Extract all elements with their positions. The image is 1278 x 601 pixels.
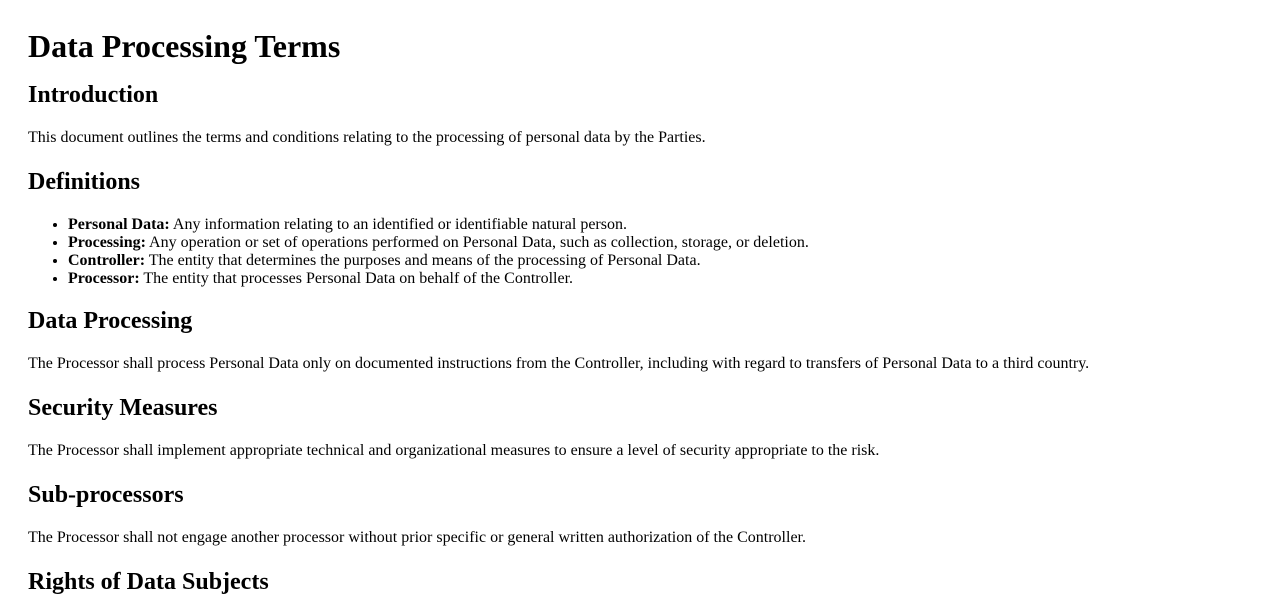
section-heading-introduction: Introduction (28, 82, 159, 108)
list-item (68, 234, 1250, 252)
section-heading-security-measures: Security Measures (28, 395, 218, 421)
definition-term: Personal Data: (68, 216, 170, 233)
definition-term: Processor: (68, 270, 140, 287)
definition-text: Any operation or set of operations performed on Personal Data, such as collection, storage, or deletion. (145, 234, 809, 251)
section-heading-rights: Rights of Data Subjects (28, 569, 269, 595)
page-title: Data Processing Terms (28, 28, 341, 64)
section-heading-sub-processors: Sub-processors (28, 482, 184, 508)
definition-text: Any information relating to an identified or identifiable natural person. (169, 216, 627, 233)
section-text-data-processing: The Processor shall process Personal Data only on documented instructions from the Controller, including with regard to transfers of Personal Data to a third country. (28, 355, 1090, 372)
definition-term: Processing: (68, 234, 146, 251)
section-heading-definitions: Definitions (28, 169, 141, 195)
definition-term: Controller: (68, 252, 146, 269)
definition-text: The entity that determines the purposes and means of the processing of Personal Data. (145, 252, 701, 269)
definition-text: The entity that processes Personal Data on behalf of the Controller. (139, 270, 574, 287)
section-text-security-measures: The Processor shall implement appropriate technical and organizational measures to ensure a level of security appropriate to the risk. (28, 442, 880, 459)
list-item (68, 270, 1250, 288)
list-item (68, 252, 1250, 270)
section-text-sub-processors: The Processor shall not engage another processor without prior specific or general written authorization of the Controller. (28, 529, 806, 546)
definitions-list (28, 216, 1250, 288)
section-text-introduction: This document outlines the terms and conditions relating to the processing of personal data by the Parties. (28, 129, 706, 146)
section-heading-data-processing: Data Processing (28, 308, 193, 334)
list-item (68, 216, 1250, 234)
